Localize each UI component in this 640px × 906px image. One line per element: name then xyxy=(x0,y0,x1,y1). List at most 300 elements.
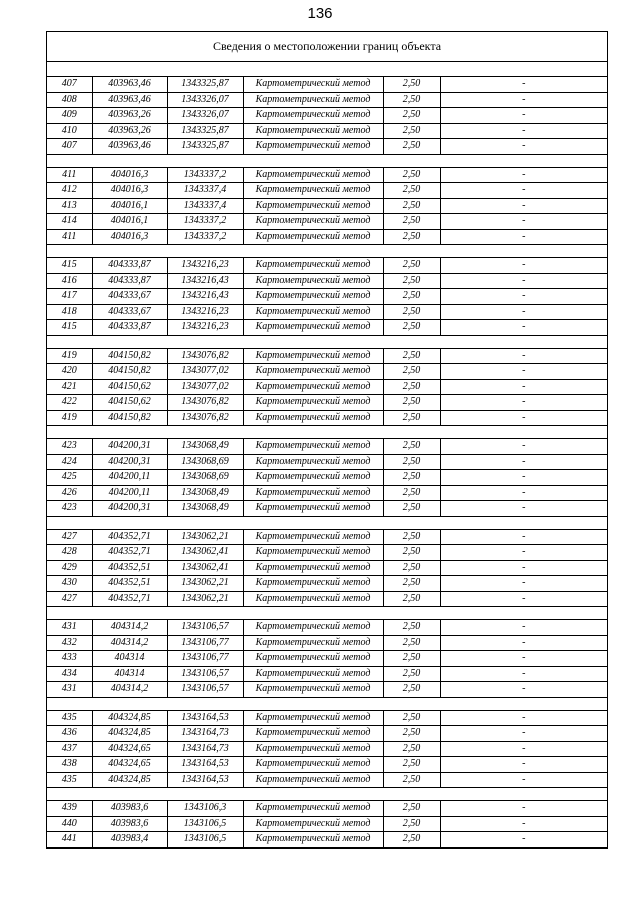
description-cell: - xyxy=(440,635,607,651)
method-cell: Картометрический метод xyxy=(243,364,383,380)
x-coordinate-cell: 404314 xyxy=(92,651,167,667)
accuracy-cell: 2,50 xyxy=(383,651,440,667)
group-separator-row xyxy=(47,335,607,348)
method-cell: Картометрический метод xyxy=(243,167,383,183)
x-coordinate-cell: 404333,87 xyxy=(92,258,167,274)
method-cell: Картометрический метод xyxy=(243,620,383,636)
description-cell: - xyxy=(440,772,607,788)
description-cell: - xyxy=(440,710,607,726)
accuracy-cell: 2,50 xyxy=(383,591,440,607)
point-number-cell: 408 xyxy=(47,92,92,108)
y-coordinate-cell: 1343068,49 xyxy=(167,439,243,455)
x-coordinate-cell: 404324,85 xyxy=(92,772,167,788)
description-cell: - xyxy=(440,348,607,364)
x-coordinate-cell: 404324,85 xyxy=(92,726,167,742)
description-cell: - xyxy=(440,651,607,667)
separator-cell xyxy=(47,426,607,439)
y-coordinate-cell: 1343326,07 xyxy=(167,108,243,124)
x-coordinate-cell: 404200,11 xyxy=(92,470,167,486)
description-cell: - xyxy=(440,92,607,108)
y-coordinate-cell: 1343164,53 xyxy=(167,757,243,773)
point-number-cell: 407 xyxy=(47,139,92,155)
accuracy-cell: 2,50 xyxy=(383,348,440,364)
table-row xyxy=(47,620,607,636)
table-row xyxy=(47,229,607,245)
method-cell: Картометрический метод xyxy=(243,198,383,214)
y-coordinate-cell: 1343337,4 xyxy=(167,183,243,199)
point-number-cell: 416 xyxy=(47,273,92,289)
table-row xyxy=(47,576,607,592)
accuracy-cell: 2,50 xyxy=(383,470,440,486)
table-row xyxy=(47,410,607,426)
method-cell: Картометрический метод xyxy=(243,123,383,139)
method-cell: Картометрический метод xyxy=(243,545,383,561)
x-coordinate-cell: 404333,87 xyxy=(92,320,167,336)
table-row xyxy=(47,348,607,364)
y-coordinate-cell: 1343216,43 xyxy=(167,289,243,305)
x-coordinate-cell: 403963,26 xyxy=(92,108,167,124)
y-coordinate-cell: 1343106,57 xyxy=(167,682,243,698)
description-cell: - xyxy=(440,529,607,545)
table-row xyxy=(47,757,607,773)
x-coordinate-cell: 404016,3 xyxy=(92,229,167,245)
separator-cell xyxy=(47,516,607,529)
table-row xyxy=(47,214,607,230)
x-coordinate-cell: 404324,65 xyxy=(92,741,167,757)
description-cell: - xyxy=(440,379,607,395)
x-coordinate-cell: 403963,46 xyxy=(92,92,167,108)
group-separator-row xyxy=(47,426,607,439)
table-row xyxy=(47,651,607,667)
point-number-cell: 424 xyxy=(47,454,92,470)
table-row xyxy=(47,801,607,817)
y-coordinate-cell: 1343106,57 xyxy=(167,666,243,682)
table-row xyxy=(47,816,607,832)
accuracy-cell: 2,50 xyxy=(383,501,440,517)
y-coordinate-cell: 1343106,3 xyxy=(167,801,243,817)
table-row xyxy=(47,320,607,336)
point-number-cell: 414 xyxy=(47,214,92,230)
table-row xyxy=(47,666,607,682)
description-cell: - xyxy=(440,214,607,230)
method-cell: Картометрический метод xyxy=(243,682,383,698)
method-cell: Картометрический метод xyxy=(243,801,383,817)
description-cell: - xyxy=(440,167,607,183)
accuracy-cell: 2,50 xyxy=(383,229,440,245)
point-number-cell: 411 xyxy=(47,167,92,183)
table-row xyxy=(47,439,607,455)
table-title: Сведения о местоположении границ объекта xyxy=(47,32,607,62)
point-number-cell: 421 xyxy=(47,379,92,395)
accuracy-cell: 2,50 xyxy=(383,410,440,426)
table-row xyxy=(47,92,607,108)
x-coordinate-cell: 404200,31 xyxy=(92,439,167,455)
x-coordinate-cell: 404324,85 xyxy=(92,710,167,726)
x-coordinate-cell: 404314,2 xyxy=(92,682,167,698)
description-cell: - xyxy=(440,273,607,289)
table-row xyxy=(47,560,607,576)
description-cell: - xyxy=(440,485,607,501)
description-cell: - xyxy=(440,123,607,139)
description-cell: - xyxy=(440,757,607,773)
point-number-cell: 419 xyxy=(47,348,92,364)
x-coordinate-cell: 404314,2 xyxy=(92,635,167,651)
accuracy-cell: 2,50 xyxy=(383,576,440,592)
description-cell: - xyxy=(440,682,607,698)
point-number-cell: 436 xyxy=(47,726,92,742)
point-number-cell: 433 xyxy=(47,651,92,667)
accuracy-cell: 2,50 xyxy=(383,741,440,757)
point-number-cell: 435 xyxy=(47,772,92,788)
y-coordinate-cell: 1343216,43 xyxy=(167,273,243,289)
point-number-cell: 417 xyxy=(47,289,92,305)
y-coordinate-cell: 1343216,23 xyxy=(167,304,243,320)
point-number-cell: 415 xyxy=(47,320,92,336)
y-coordinate-cell: 1343325,87 xyxy=(167,123,243,139)
table-row xyxy=(47,167,607,183)
table-row xyxy=(47,139,607,155)
x-coordinate-cell: 404200,31 xyxy=(92,454,167,470)
description-cell: - xyxy=(440,470,607,486)
table-row xyxy=(47,379,607,395)
accuracy-cell: 2,50 xyxy=(383,816,440,832)
point-number-cell: 430 xyxy=(47,576,92,592)
accuracy-cell: 2,50 xyxy=(383,77,440,92)
method-cell: Картометрический метод xyxy=(243,651,383,667)
point-number-cell: 410 xyxy=(47,123,92,139)
x-coordinate-cell: 403983,6 xyxy=(92,816,167,832)
table-row xyxy=(47,710,607,726)
header-spacer-row xyxy=(47,62,607,77)
group-separator-row xyxy=(47,516,607,529)
method-cell: Картометрический метод xyxy=(243,710,383,726)
method-cell: Картометрический метод xyxy=(243,816,383,832)
accuracy-cell: 2,50 xyxy=(383,289,440,305)
method-cell: Картометрический метод xyxy=(243,560,383,576)
method-cell: Картометрический метод xyxy=(243,832,383,848)
separator-cell xyxy=(47,245,607,258)
point-number-cell: 429 xyxy=(47,560,92,576)
y-coordinate-cell: 1343337,4 xyxy=(167,198,243,214)
point-number-cell: 434 xyxy=(47,666,92,682)
table-row xyxy=(47,485,607,501)
x-coordinate-cell: 404016,1 xyxy=(92,214,167,230)
accuracy-cell: 2,50 xyxy=(383,710,440,726)
y-coordinate-cell: 1343164,53 xyxy=(167,772,243,788)
separator-cell xyxy=(47,607,607,620)
description-cell: - xyxy=(440,289,607,305)
description-cell: - xyxy=(440,666,607,682)
method-cell: Картометрический метод xyxy=(243,229,383,245)
accuracy-cell: 2,50 xyxy=(383,635,440,651)
table-row xyxy=(47,258,607,274)
description-cell: - xyxy=(440,320,607,336)
y-coordinate-cell: 1343106,5 xyxy=(167,832,243,848)
method-cell: Картометрический метод xyxy=(243,529,383,545)
y-coordinate-cell: 1343337,2 xyxy=(167,214,243,230)
point-number-cell: 413 xyxy=(47,198,92,214)
y-coordinate-cell: 1343216,23 xyxy=(167,258,243,274)
group-separator-row xyxy=(47,788,607,801)
point-number-cell: 415 xyxy=(47,258,92,274)
table-row xyxy=(47,545,607,561)
table-row xyxy=(47,364,607,380)
method-cell: Картометрический метод xyxy=(243,395,383,411)
table-row xyxy=(47,77,607,92)
point-number-cell: 431 xyxy=(47,620,92,636)
accuracy-cell: 2,50 xyxy=(383,258,440,274)
x-coordinate-cell: 404314,2 xyxy=(92,620,167,636)
y-coordinate-cell: 1343077,02 xyxy=(167,379,243,395)
y-coordinate-cell: 1343337,2 xyxy=(167,167,243,183)
accuracy-cell: 2,50 xyxy=(383,560,440,576)
point-number-cell: 422 xyxy=(47,395,92,411)
y-coordinate-cell: 1343106,77 xyxy=(167,635,243,651)
accuracy-cell: 2,50 xyxy=(383,320,440,336)
x-coordinate-cell: 404324,65 xyxy=(92,757,167,773)
y-coordinate-cell: 1343062,41 xyxy=(167,545,243,561)
x-coordinate-cell: 404333,67 xyxy=(92,304,167,320)
point-number-cell: 418 xyxy=(47,304,92,320)
description-cell: - xyxy=(440,591,607,607)
method-cell: Картометрический метод xyxy=(243,348,383,364)
x-coordinate-cell: 404150,82 xyxy=(92,364,167,380)
accuracy-cell: 2,50 xyxy=(383,183,440,199)
table-row xyxy=(47,304,607,320)
x-coordinate-cell: 404314 xyxy=(92,666,167,682)
method-cell: Картометрический метод xyxy=(243,470,383,486)
accuracy-cell: 2,50 xyxy=(383,772,440,788)
y-coordinate-cell: 1343164,73 xyxy=(167,726,243,742)
description-cell: - xyxy=(440,198,607,214)
y-coordinate-cell: 1343106,57 xyxy=(167,620,243,636)
table-row xyxy=(47,501,607,517)
y-coordinate-cell: 1343068,69 xyxy=(167,470,243,486)
method-cell: Картометрический метод xyxy=(243,635,383,651)
x-coordinate-cell: 404200,11 xyxy=(92,485,167,501)
y-coordinate-cell: 1343164,73 xyxy=(167,741,243,757)
accuracy-cell: 2,50 xyxy=(383,682,440,698)
point-number-cell: 423 xyxy=(47,501,92,517)
accuracy-cell: 2,50 xyxy=(383,726,440,742)
x-coordinate-cell: 404016,1 xyxy=(92,198,167,214)
y-coordinate-cell: 1343164,53 xyxy=(167,710,243,726)
point-number-cell: 426 xyxy=(47,485,92,501)
y-coordinate-cell: 1343076,82 xyxy=(167,410,243,426)
y-coordinate-cell: 1343068,69 xyxy=(167,454,243,470)
x-coordinate-cell: 404150,82 xyxy=(92,348,167,364)
separator-cell xyxy=(47,697,607,710)
x-coordinate-cell: 404352,51 xyxy=(92,560,167,576)
table-row xyxy=(47,273,607,289)
method-cell: Картометрический метод xyxy=(243,258,383,274)
x-coordinate-cell: 404333,67 xyxy=(92,289,167,305)
method-cell: Картометрический метод xyxy=(243,454,383,470)
method-cell: Картометрический метод xyxy=(243,576,383,592)
point-number-cell: 432 xyxy=(47,635,92,651)
y-coordinate-cell: 1343077,02 xyxy=(167,364,243,380)
method-cell: Картометрический метод xyxy=(243,726,383,742)
accuracy-cell: 2,50 xyxy=(383,92,440,108)
accuracy-cell: 2,50 xyxy=(383,364,440,380)
point-number-cell: 423 xyxy=(47,439,92,455)
x-coordinate-cell: 404150,62 xyxy=(92,395,167,411)
y-coordinate-cell: 1343325,87 xyxy=(167,139,243,155)
description-cell: - xyxy=(440,364,607,380)
accuracy-cell: 2,50 xyxy=(383,666,440,682)
point-number-cell: 427 xyxy=(47,529,92,545)
table-row xyxy=(47,198,607,214)
point-number-cell: 441 xyxy=(47,832,92,848)
description-cell: - xyxy=(440,741,607,757)
table-row xyxy=(47,682,607,698)
accuracy-cell: 2,50 xyxy=(383,167,440,183)
description-cell: - xyxy=(440,726,607,742)
method-cell: Картометрический метод xyxy=(243,741,383,757)
description-cell: - xyxy=(440,832,607,848)
x-coordinate-cell: 404150,62 xyxy=(92,379,167,395)
group-separator-row xyxy=(47,245,607,258)
x-coordinate-cell: 404352,71 xyxy=(92,529,167,545)
table-row xyxy=(47,289,607,305)
description-cell: - xyxy=(440,395,607,411)
point-number-cell: 419 xyxy=(47,410,92,426)
x-coordinate-cell: 403983,4 xyxy=(92,832,167,848)
page-number: 136 xyxy=(307,5,333,22)
accuracy-cell: 2,50 xyxy=(383,304,440,320)
accuracy-cell: 2,50 xyxy=(383,832,440,848)
x-coordinate-cell: 403963,46 xyxy=(92,77,167,92)
table-row xyxy=(47,183,607,199)
x-coordinate-cell: 403983,6 xyxy=(92,801,167,817)
y-coordinate-cell: 1343326,07 xyxy=(167,92,243,108)
method-cell: Картометрический метод xyxy=(243,666,383,682)
table-row xyxy=(47,772,607,788)
table-row xyxy=(47,832,607,848)
accuracy-cell: 2,50 xyxy=(383,395,440,411)
method-cell: Картометрический метод xyxy=(243,485,383,501)
y-coordinate-cell: 1343062,41 xyxy=(167,560,243,576)
point-number-cell: 438 xyxy=(47,757,92,773)
description-cell: - xyxy=(440,304,607,320)
separator-cell xyxy=(47,335,607,348)
x-coordinate-cell: 404200,31 xyxy=(92,501,167,517)
y-coordinate-cell: 1343106,5 xyxy=(167,816,243,832)
x-coordinate-cell: 404352,71 xyxy=(92,591,167,607)
point-number-cell: 420 xyxy=(47,364,92,380)
accuracy-cell: 2,50 xyxy=(383,108,440,124)
table-row xyxy=(47,108,607,124)
accuracy-cell: 2,50 xyxy=(383,620,440,636)
accuracy-cell: 2,50 xyxy=(383,379,440,395)
method-cell: Картометрический метод xyxy=(243,77,383,92)
group-separator-row xyxy=(47,154,607,167)
separator-cell xyxy=(47,788,607,801)
accuracy-cell: 2,50 xyxy=(383,757,440,773)
method-cell: Картометрический метод xyxy=(243,439,383,455)
description-cell: - xyxy=(440,454,607,470)
point-number-cell: 437 xyxy=(47,741,92,757)
accuracy-cell: 2,50 xyxy=(383,485,440,501)
coordinates-table xyxy=(47,77,607,848)
description-cell: - xyxy=(440,439,607,455)
point-number-cell: 412 xyxy=(47,183,92,199)
table-row xyxy=(47,454,607,470)
method-cell: Картометрический метод xyxy=(243,410,383,426)
accuracy-cell: 2,50 xyxy=(383,439,440,455)
point-number-cell: 440 xyxy=(47,816,92,832)
point-number-cell: 427 xyxy=(47,591,92,607)
method-cell: Картометрический метод xyxy=(243,591,383,607)
accuracy-cell: 2,50 xyxy=(383,139,440,155)
x-coordinate-cell: 403963,26 xyxy=(92,123,167,139)
accuracy-cell: 2,50 xyxy=(383,545,440,561)
method-cell: Картометрический метод xyxy=(243,320,383,336)
description-cell: - xyxy=(440,410,607,426)
description-cell: - xyxy=(440,183,607,199)
separator-cell xyxy=(47,154,607,167)
description-cell: - xyxy=(440,620,607,636)
table-row xyxy=(47,395,607,411)
table-row xyxy=(47,123,607,139)
table-row xyxy=(47,635,607,651)
accuracy-cell: 2,50 xyxy=(383,529,440,545)
description-cell: - xyxy=(440,545,607,561)
point-number-cell: 425 xyxy=(47,470,92,486)
x-coordinate-cell: 404016,3 xyxy=(92,183,167,199)
accuracy-cell: 2,50 xyxy=(383,198,440,214)
y-coordinate-cell: 1343337,2 xyxy=(167,229,243,245)
description-cell: - xyxy=(440,816,607,832)
y-coordinate-cell: 1343076,82 xyxy=(167,395,243,411)
description-cell: - xyxy=(440,801,607,817)
method-cell: Картометрический метод xyxy=(243,214,383,230)
y-coordinate-cell: 1343068,49 xyxy=(167,485,243,501)
y-coordinate-cell: 1343216,23 xyxy=(167,320,243,336)
group-separator-row xyxy=(47,697,607,710)
group-separator-row xyxy=(47,607,607,620)
table-row xyxy=(47,529,607,545)
boundary-table-sheet xyxy=(46,31,608,849)
method-cell: Картометрический метод xyxy=(243,183,383,199)
accuracy-cell: 2,50 xyxy=(383,273,440,289)
point-number-cell: 428 xyxy=(47,545,92,561)
table-row xyxy=(47,726,607,742)
description-cell: - xyxy=(440,258,607,274)
method-cell: Картометрический метод xyxy=(243,772,383,788)
point-number-cell: 435 xyxy=(47,710,92,726)
y-coordinate-cell: 1343062,21 xyxy=(167,591,243,607)
y-coordinate-cell: 1343325,87 xyxy=(167,77,243,92)
accuracy-cell: 2,50 xyxy=(383,214,440,230)
point-number-cell: 407 xyxy=(47,77,92,92)
method-cell: Картометрический метод xyxy=(243,289,383,305)
description-cell: - xyxy=(440,77,607,92)
x-coordinate-cell: 404333,87 xyxy=(92,273,167,289)
table-row xyxy=(47,741,607,757)
method-cell: Картометрический метод xyxy=(243,273,383,289)
method-cell: Картометрический метод xyxy=(243,304,383,320)
x-coordinate-cell: 404016,3 xyxy=(92,167,167,183)
description-cell: - xyxy=(440,560,607,576)
method-cell: Картометрический метод xyxy=(243,108,383,124)
method-cell: Картометрический метод xyxy=(243,501,383,517)
method-cell: Картометрический метод xyxy=(243,757,383,773)
method-cell: Картометрический метод xyxy=(243,139,383,155)
accuracy-cell: 2,50 xyxy=(383,454,440,470)
description-cell: - xyxy=(440,576,607,592)
method-cell: Картометрический метод xyxy=(243,92,383,108)
